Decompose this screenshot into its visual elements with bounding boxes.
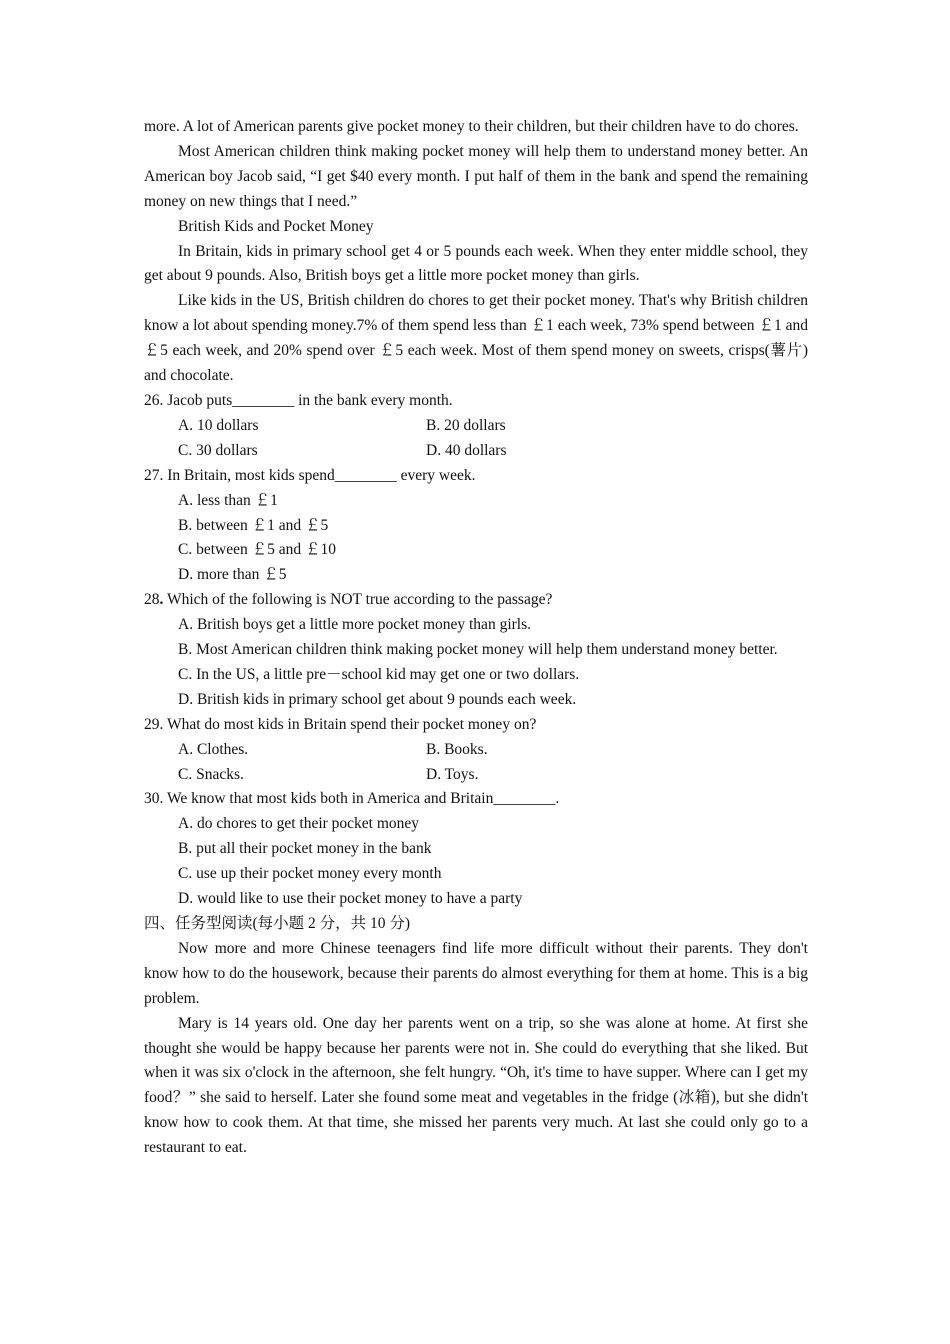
passage-paragraph: In Britain, kids in primary school get 4 or 5 pounds each week. When they enter middle school, they get about 9 pounds. Also, British boys get a little more pocket money than girls. bbox=[144, 242, 808, 285]
passage-paragraph: more. A lot of American parents give pocket money to their children, but their children have to do chores. bbox=[144, 118, 799, 135]
option: B. Books. bbox=[426, 740, 488, 758]
option: A. 10 dollars bbox=[178, 416, 259, 434]
option: C. 30 dollars bbox=[178, 441, 258, 459]
option: C. between ￡5 and ￡10 bbox=[178, 541, 336, 559]
question-stem bbox=[144, 588, 808, 613]
option: C. use up their pocket money every month bbox=[178, 865, 442, 883]
question-text: Which of the following is NOT true according to the passage? bbox=[163, 591, 553, 609]
option: C. In the US, a little pre－school kid may get one or two dollars. bbox=[178, 665, 580, 683]
question-number: 28 bbox=[144, 591, 160, 609]
option: D. British kids in primary school get about 9 pounds each week. bbox=[178, 690, 577, 708]
option: B. 20 dollars bbox=[426, 416, 506, 434]
question-stem: 30. We know that most kids both in America and Britain________. bbox=[144, 790, 560, 808]
option: D. Toys. bbox=[426, 765, 479, 783]
question-stem: 26. Jacob puts________ in the bank every month. bbox=[144, 391, 453, 409]
document-page bbox=[144, 115, 808, 1161]
option-row bbox=[144, 439, 808, 464]
option: D. would like to use their pocket money to have a party bbox=[178, 890, 523, 908]
passage-paragraph: Like kids in the US, British children do chores to get their pocket money. That's why British children know a lot about spending money.7% of them spend less than ￡1 each week, 73% spend between ￡1 and ￡5 each week, and 20% spend over ￡5 each week. Most of them spend money on sweets, crisps(薯片) and chocolate. bbox=[144, 292, 808, 385]
option: A. do chores to get their pocket money bbox=[178, 815, 420, 833]
option-row bbox=[144, 763, 808, 788]
passage-paragraph: Now more and more Chinese teenagers find life more difficult without their parents. They don't know how to do the housework, because their parents do almost everything for them at home. This is a big problem. bbox=[144, 939, 808, 1007]
passage-heading: British Kids and Pocket Money bbox=[178, 217, 374, 235]
option: D. more than ￡5 bbox=[178, 566, 287, 584]
section-title: 四、任务型阅读(每小题 2 分，共 10 分) bbox=[144, 915, 411, 932]
passage-paragraph: Most American children think making pocket money will help them to understand money better. An American boy Jacob said, “I get $40 every month. I put half of them in the bank and spend the remaining money on new things that I need.” bbox=[144, 142, 808, 210]
passage-paragraph: Mary is 14 years old. One day her parents went on a trip, so she was alone at home. At first she thought she would be happy because her parents were not in. She could do everything that she liked. But when it was six o'clock in the afternoon, she felt hungry. “Oh, it's time to have supper. Where can I get my food？” she said to herself. Later she found some meat and vegetables in the fridge (冰箱), but she didn't know how to cook them. At that time, she missed her parents very much. At last she could only go to a restaurant to eat. bbox=[144, 1014, 808, 1157]
option: A. less than ￡1 bbox=[178, 491, 278, 509]
option-row bbox=[144, 414, 808, 439]
option: C. Snacks. bbox=[178, 765, 244, 783]
question-stem: 27. In Britain, most kids spend________ every week. bbox=[144, 466, 476, 484]
option: A. British boys get a little more pocket money than girls. bbox=[178, 616, 531, 634]
option: B. Most American children think making pocket money will help them understand money better. bbox=[178, 641, 778, 659]
option: D. 40 dollars bbox=[426, 441, 507, 459]
question-dot: . bbox=[159, 591, 164, 609]
option: B. between ￡1 and ￡5 bbox=[178, 516, 329, 534]
option: B. put all their pocket money in the bank bbox=[178, 840, 432, 858]
question-stem: 29. What do most kids in Britain spend their pocket money on? bbox=[144, 715, 537, 733]
option-row bbox=[144, 738, 808, 763]
option: A. Clothes. bbox=[178, 740, 249, 758]
